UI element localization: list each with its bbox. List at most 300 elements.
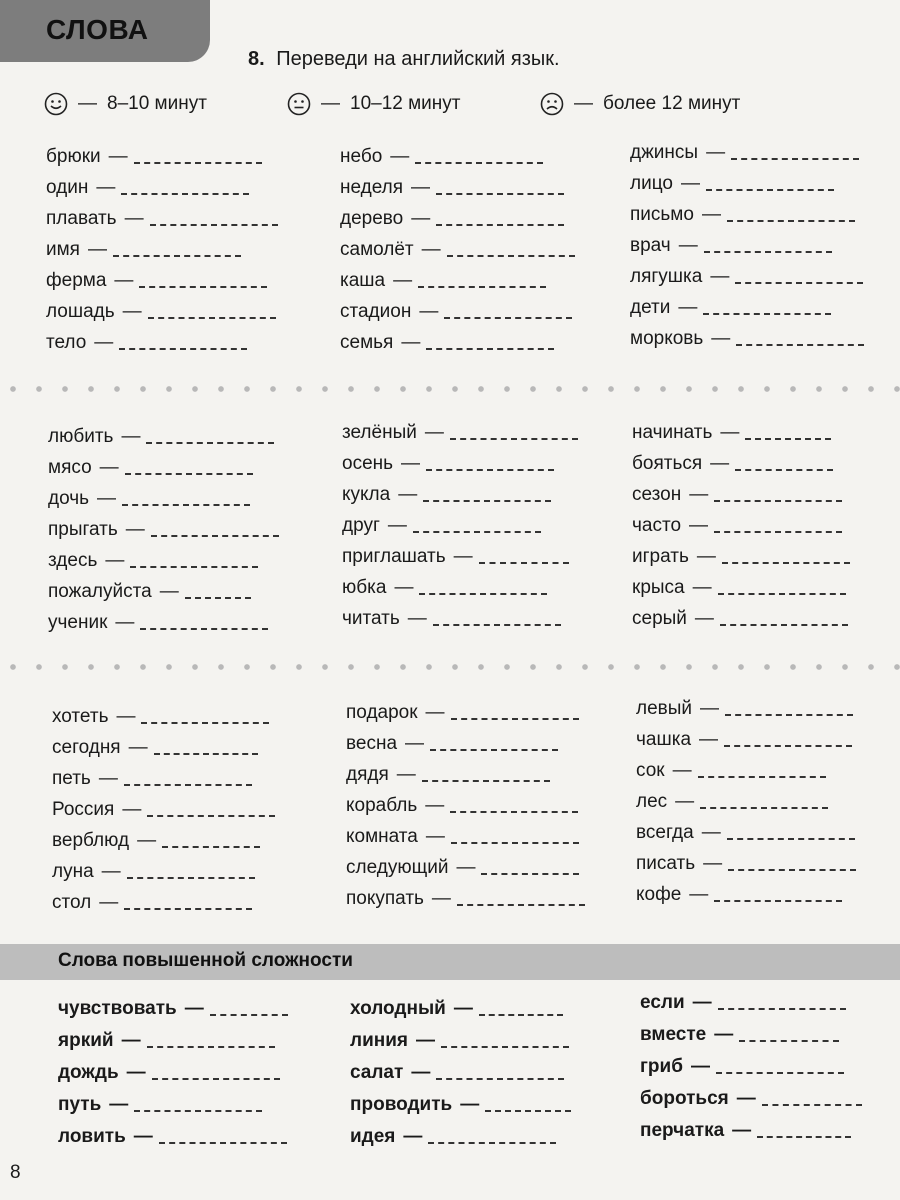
answer-blank [113,254,241,257]
word-dash: — [108,146,128,167]
word: любить [48,426,114,447]
word-dash: — [689,515,709,536]
word-row [58,1126,287,1148]
answer-blank [418,285,546,288]
word: серый [632,608,687,629]
word: проводить [350,1094,453,1115]
page-number: 8 [10,1162,21,1183]
word-row [52,830,260,852]
word-row [632,422,831,444]
word-row [350,1030,569,1052]
answer-blank [125,472,253,475]
word-row [630,328,864,350]
word-dash: — [396,764,416,785]
word: гриб [640,1056,683,1077]
word: лягушка [630,266,703,287]
word-dash: — [706,142,726,163]
answer-blank [415,161,543,164]
word-row [58,1062,280,1084]
word-row [46,208,278,230]
word-row [630,142,859,164]
word-dash: — [390,146,410,167]
word-dash: — [421,239,441,260]
word-row [46,270,267,292]
word-row [52,706,269,728]
word-row [640,1024,839,1046]
answer-blank [413,530,541,533]
dotted-divider [0,386,900,392]
answer-blank [485,1109,571,1112]
answer-blank [720,623,848,626]
answer-blank [724,744,852,747]
word-dash: — [736,1088,756,1109]
legend-dash: — [321,93,340,114]
word-row [340,208,564,230]
answer-blank [426,468,554,471]
word: прыгать [48,519,118,540]
answer-blank [119,347,247,350]
answer-blank [159,1141,287,1144]
word: комната [346,826,418,847]
word-dash: — [99,457,119,478]
answer-blank [479,561,569,564]
word-row [350,998,563,1020]
word-row [342,546,569,568]
word: читать [342,608,400,629]
word: юбка [342,577,387,598]
answer-blank [450,437,578,440]
word-row [640,1120,851,1142]
answer-blank [757,1135,851,1138]
word-dash: — [124,208,144,229]
word: ученик [48,612,108,633]
word-dash: — [419,301,439,322]
word: дядя [346,764,389,785]
answer-blank [428,1141,556,1144]
word-dash: — [700,698,720,719]
word-row [630,297,831,319]
word-row [58,1094,262,1116]
answer-blank [698,775,826,778]
word-dash: — [128,737,148,758]
answer-blank [728,868,856,871]
smiling-face-icon [44,92,68,116]
word-row [630,266,863,288]
word: часто [632,515,682,536]
answer-blank [735,281,863,284]
word-dash: — [416,1030,435,1051]
word: джинсы [630,142,699,163]
word: чашка [636,729,692,750]
word-row [46,177,249,199]
answer-blank [441,1045,569,1048]
word-dash: — [411,208,431,229]
word: тело [46,332,87,353]
answer-blank [444,316,572,319]
answer-blank [481,872,579,875]
word: если [640,992,685,1013]
word-row [636,698,853,720]
word-dash: — [387,515,407,536]
word: дождь [58,1062,119,1083]
task-number: 8. [248,48,265,70]
word: сегодня [52,737,121,758]
word-dash: — [425,702,445,723]
word-dash: — [692,577,712,598]
word: верблюд [52,830,130,851]
word-dash: — [114,270,134,291]
word-dash: — [105,550,125,571]
answer-blank [139,285,267,288]
word: идея [350,1126,396,1147]
word: салат [350,1062,404,1083]
word: морковь [630,328,704,349]
word-dash: — [710,266,730,287]
word-row [632,546,850,568]
word-dash: — [116,706,136,727]
answer-blank [154,752,258,755]
word-dash: — [453,998,473,1019]
word: корабль [346,795,418,816]
legend-item-fast [44,92,207,116]
answer-blank [210,1013,288,1016]
answer-blank [422,779,550,782]
word-row [46,146,262,168]
word-row [52,768,252,790]
word-dash: — [425,795,445,816]
word: пожалуйста [48,581,152,602]
word: сезон [632,484,682,505]
word-row [636,884,842,906]
answer-blank [152,1077,280,1080]
answer-blank [451,841,579,844]
word-row [58,998,288,1020]
answer-blank [162,845,260,848]
answer-blank [718,592,846,595]
word-row [636,791,828,813]
word-row [346,733,558,755]
word-row [340,332,554,354]
answer-blank [762,1103,862,1106]
answer-blank [731,157,859,160]
word: лошадь [46,301,115,322]
word-row [640,992,846,1014]
word-dash: — [694,608,714,629]
answer-blank [457,903,585,906]
answer-blank [124,783,252,786]
answer-blank [736,343,864,346]
word: врач [630,235,671,256]
word: хотеть [52,706,109,727]
word: бояться [632,453,703,474]
word: яркий [58,1030,114,1051]
answer-blank [147,814,275,817]
word: вместе [640,1024,707,1045]
word-row [52,861,255,883]
legend-dash: — [574,93,593,114]
word: имя [46,239,80,260]
word-dash: — [456,857,476,878]
word-row [52,799,275,821]
word-dash: — [689,884,709,905]
word-row [340,146,543,168]
word-dash: — [159,581,179,602]
word-dash: — [678,297,698,318]
legend-dash: — [78,93,97,114]
word-dash: — [405,733,425,754]
word: холодный [350,998,446,1019]
answer-blank [718,1007,846,1010]
word-dash: — [115,612,135,633]
word: плавать [46,208,117,229]
answer-blank [739,1039,839,1042]
word-dash: — [98,768,118,789]
word: небо [340,146,383,167]
word-dash: — [424,422,444,443]
word-dash: — [398,484,418,505]
answer-blank [436,192,564,195]
word-dash: — [411,1062,431,1083]
word-dash: — [696,546,716,567]
word-dash: — [137,830,157,851]
answer-blank [436,223,564,226]
word-dash: — [672,760,692,781]
word-dash: — [121,1030,141,1051]
answer-blank [714,499,842,502]
word-row [52,892,252,914]
word-dash: — [96,177,116,198]
word-row [340,177,564,199]
word-dash: — [407,608,427,629]
word-row [46,332,247,354]
answer-blank [150,223,278,226]
word-row [350,1094,571,1116]
word-row [632,577,846,599]
answer-blank [121,192,249,195]
word-dash: — [122,799,142,820]
word: сок [636,760,665,781]
answer-blank [735,468,833,471]
answer-blank [426,347,554,350]
word-dash: — [101,861,121,882]
answer-blank [130,565,258,568]
word-row [630,173,834,195]
word-row [340,270,546,292]
word-row [632,453,833,475]
word-dash: — [411,177,431,198]
answer-blank [450,810,578,813]
word-dash: — [692,992,712,1013]
word: здесь [48,550,98,571]
word-row [632,608,848,630]
word: дети [630,297,671,318]
section-tab [0,0,210,62]
word: один [46,177,89,198]
word-dash: — [703,853,723,874]
answer-blank [433,623,561,626]
word: весна [346,733,398,754]
advanced-words-title: Слова повышенной сложности [58,950,353,971]
word-row [58,1030,275,1052]
answer-blank [447,254,575,257]
answer-blank [436,1077,564,1080]
word-dash: — [701,822,721,843]
answer-blank [716,1071,844,1074]
word: ловить [58,1126,126,1147]
word: всегда [636,822,694,843]
answer-blank [122,503,250,506]
word-row [630,204,855,226]
word: начинать [632,422,713,443]
word-row [342,515,541,537]
word: Россия [52,799,115,820]
word-dash: — [394,577,414,598]
word-dash: — [711,328,731,349]
word-row [640,1056,844,1078]
answer-blank [451,717,579,720]
word-dash: — [732,1120,752,1141]
word-row [640,1088,862,1110]
word-row [46,301,276,323]
legend-text-medium: 10–12 минут [350,93,461,114]
word: следующий [346,857,449,878]
answer-blank [706,188,834,191]
word-row [346,702,579,724]
word: стадион [340,301,412,322]
word-row [342,608,561,630]
word-dash: — [125,519,145,540]
answer-blank [727,219,855,222]
word-dash: — [94,332,114,353]
word: покупать [346,888,424,909]
word-row [48,457,253,479]
answer-blank [430,748,558,751]
task-text: Переведи на английский язык. [276,48,560,70]
word-dash: — [460,1094,480,1115]
word-dash: — [699,729,719,750]
word-dash: — [126,1062,146,1083]
word-row [48,519,279,541]
word-row [342,453,554,475]
word-dash: — [680,173,700,194]
word-row [632,484,842,506]
word-row [632,515,842,537]
word: чувствовать [58,998,177,1019]
word: дочь [48,488,90,509]
word-row [636,760,826,782]
answer-blank [124,907,252,910]
answer-blank [419,592,547,595]
word-dash: — [675,791,695,812]
word-row [346,764,550,786]
word-dash: — [690,1056,710,1077]
word-dash: — [121,426,141,447]
word-row [342,577,547,599]
word: приглашать [342,546,446,567]
word-dash: — [425,826,445,847]
word: путь [58,1094,102,1115]
word: кофе [636,884,682,905]
word-row [342,484,551,506]
word-dash: — [99,892,119,913]
word-row [346,826,579,848]
word-dash: — [689,484,709,505]
word: ферма [46,270,107,291]
word-dash: — [720,422,740,443]
word-row [48,612,268,634]
word: дерево [340,208,404,229]
answer-blank [727,837,855,840]
word-dash: — [87,239,107,260]
dotted-divider [0,664,900,670]
word-dash: — [403,1126,423,1147]
word-row [346,857,579,879]
word: стол [52,892,92,913]
word: перчатка [640,1120,725,1141]
answer-blank [703,312,831,315]
word-dash: — [133,1126,153,1147]
word-row [340,239,575,261]
answer-blank [725,713,853,716]
word: левый [636,698,693,719]
answer-blank [700,806,828,809]
time-legend [0,92,900,122]
answer-blank [146,441,274,444]
word-row [46,239,241,261]
answer-blank [148,316,276,319]
section-title: СЛОВА [46,14,149,45]
answer-blank [479,1013,563,1016]
word-dash: — [401,332,421,353]
word: письмо [630,204,694,225]
word-row [350,1062,564,1084]
word: луна [52,861,94,882]
word-dash: — [184,998,204,1019]
answer-blank [423,499,551,502]
word: крыса [632,577,685,598]
legend-item-medium [287,92,460,116]
word: мясо [48,457,92,478]
neutral-face-icon [287,92,311,116]
word-row [346,795,578,817]
answer-blank [140,627,268,630]
word-row [48,426,274,448]
answer-blank [714,530,842,533]
answer-blank [134,161,262,164]
answer-blank [185,596,251,599]
word: играть [632,546,689,567]
word-dash: — [701,204,721,225]
word-row [350,1126,556,1148]
legend-text-fast: 8–10 минут [107,93,207,114]
answer-blank [745,437,831,440]
word-row [630,235,832,257]
word-dash: — [122,301,142,322]
word-row [342,422,578,444]
word-row [48,581,251,603]
word: петь [52,768,91,789]
word: писать [636,853,696,874]
frowning-face-icon [540,92,564,116]
word: зелёный [342,422,417,443]
word-dash: — [710,453,730,474]
word: неделя [340,177,404,198]
word: брюки [46,146,101,167]
word: друг [342,515,380,536]
word-row [48,550,258,572]
word-dash: — [393,270,413,291]
word: семья [340,332,394,353]
